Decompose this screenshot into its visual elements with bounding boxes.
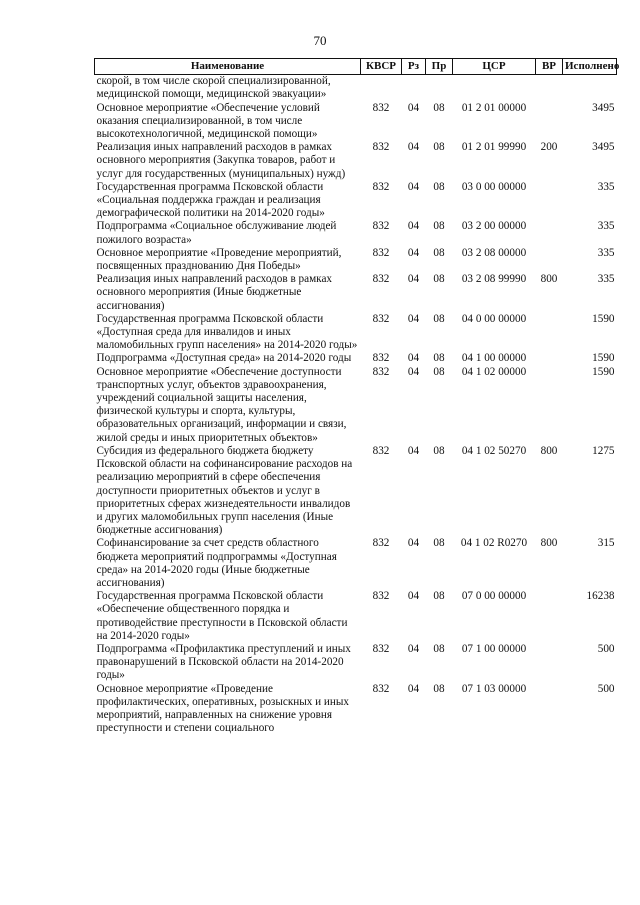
row-csr: 04 0 00 00000 [461, 312, 527, 325]
row-csr: 07 0 00 00000 [461, 590, 527, 603]
header-rz: Рз [402, 59, 426, 75]
row-vr [536, 590, 563, 643]
row-amount: 1590 [592, 352, 615, 365]
row-name: Основное мероприятие «Обеспечение доступности транспортных услуг, объектов здравоохранения, учреждений социальной защиты населения, физической культуры и спорта, культуры, образовательных организаций, информации и связи, жилой среды и иных приоритетных объектов» [96, 365, 347, 444]
row-name: Подпрограмма «Профилактика преступлений и иных правонарушений в Псковской области на 2014-2020 годы» [96, 642, 351, 682]
table-row [95, 352, 617, 365]
row-kvsr: 832 [372, 180, 390, 193]
row-name: Государственная программа Псковской области «Обеспечение общественного порядка и противодействие преступности в Псковской области на 2014-2020 годы» [96, 590, 348, 642]
row-rz: 04 [407, 101, 420, 114]
row-csr: 04 1 02 R0270 [460, 537, 528, 550]
header-amount: Исполнено [563, 59, 617, 75]
row-rz: 04 [407, 312, 420, 325]
row-rz: 04 [407, 365, 420, 378]
row-vr [536, 75, 563, 102]
row-rz: 04 [407, 220, 420, 233]
row-name: Субсидия из федерального бюджета бюджету Псковской области на софинансирование расходов на реализацию мероприятий в сфере обеспечения доступности приоритетных объектов и услуг в приоритетных сферах жизнедеятельности инвалидов и других маломобильных групп населения (Иные бюджетные ассигнования) [96, 444, 353, 537]
table-row [95, 220, 617, 246]
row-pr: 08 [433, 312, 445, 325]
row-amount: 16238 [586, 590, 615, 603]
row-amount: 1590 [592, 365, 615, 378]
row-kvsr: 832 [372, 312, 390, 325]
row-rz: 04 [407, 273, 420, 286]
row-vr [536, 683, 563, 736]
row-amount: 315 [597, 537, 615, 550]
row-kvsr: 832 [372, 246, 390, 259]
header-pr: Пр [426, 59, 453, 75]
row-kvsr: 832 [372, 352, 390, 365]
row-amount [563, 75, 617, 102]
row-name: Основное мероприятие «Проведение мероприятий, посвященных празднованию Дня Победы» [96, 246, 342, 273]
row-vr [536, 313, 563, 353]
row-vr: 800 [540, 537, 558, 550]
row-rz: 04 [407, 642, 420, 655]
row-vr [536, 643, 563, 683]
row-name: Государственная программа Псковской области «Социальная поддержка граждан и реализация демографической политики на 2014-2020 годы» [96, 180, 325, 220]
row-name: Основное мероприятие «Обеспечение условий оказания специализированной, в том числе высокотехнологичной, медицинской помощи» [96, 101, 320, 141]
row-rz [402, 75, 426, 102]
table-row [95, 141, 617, 181]
row-csr [453, 75, 536, 102]
table-row [95, 102, 617, 142]
row-amount: 335 [597, 246, 615, 259]
table-row [95, 247, 617, 273]
row-pr: 08 [433, 246, 445, 259]
row-vr: 800 [540, 444, 558, 457]
row-name: Основное мероприятие «Проведение профилактических, оперативных, розыскных и иных мероприятий, направленных на снижение уровня преступности и степени социального [96, 682, 350, 735]
table-row [95, 181, 617, 221]
row-pr: 08 [433, 444, 445, 457]
row-rz: 04 [407, 537, 420, 550]
row-rz: 04 [407, 141, 420, 154]
row-csr: 07 1 03 00000 [461, 682, 527, 695]
row-amount: 335 [597, 273, 615, 286]
row-kvsr: 832 [372, 220, 390, 233]
row-amount: 500 [597, 642, 615, 655]
row-rz: 04 [407, 246, 420, 259]
row-amount: 1275 [592, 444, 615, 457]
row-pr: 08 [433, 273, 445, 286]
row-kvsr: 832 [372, 365, 390, 378]
row-kvsr: 832 [372, 101, 390, 114]
row-kvsr [361, 75, 402, 102]
row-name: Реализация иных направлений расходов в рамках основного мероприятия (Иные бюджетные ассигнования) [96, 273, 333, 312]
row-name: Подпрограмма «Доступная среда» на 2014-2020 годы [96, 352, 352, 365]
row-vr [536, 247, 563, 273]
row-rz: 04 [407, 590, 420, 603]
table-row [95, 366, 617, 445]
row-vr [536, 366, 563, 445]
header-csr: ЦСР [453, 59, 536, 75]
table-row [95, 75, 617, 102]
row-csr: 04 1 00 00000 [461, 352, 527, 365]
row-amount: 335 [597, 180, 615, 193]
row-vr [536, 352, 563, 365]
row-amount: 3495 [592, 101, 615, 114]
row-pr: 08 [433, 590, 445, 603]
row-csr: 01 2 01 00000 [461, 101, 527, 114]
table-row [95, 313, 617, 353]
table-row [95, 537, 617, 590]
header-name: Наименование [95, 59, 361, 75]
row-kvsr: 832 [372, 273, 390, 286]
row-rz: 04 [407, 352, 420, 365]
table-row [95, 683, 617, 736]
row-rz: 04 [407, 180, 420, 193]
row-pr: 08 [433, 642, 445, 655]
row-vr [536, 181, 563, 221]
row-name: Подпрограмма «Социальное обслуживание людей пожилого возраста» [96, 220, 337, 246]
row-kvsr: 832 [372, 642, 390, 655]
row-amount: 335 [597, 220, 615, 233]
table-row [95, 445, 617, 537]
row-vr: 200 [540, 141, 558, 154]
row-kvsr: 832 [372, 444, 390, 457]
page-number: 70 [313, 33, 327, 48]
row-name: Софинансирование за счет средств областного бюджета мероприятий подпрограммы «Доступная среда» на 2014-2020 годы (Иные бюджетные ассигнования) [96, 537, 337, 589]
table-row [95, 643, 617, 683]
row-pr: 08 [433, 365, 445, 378]
row-pr: 08 [433, 101, 445, 114]
row-pr: 08 [433, 537, 445, 550]
row-kvsr: 832 [372, 141, 390, 154]
row-pr: 08 [433, 180, 445, 193]
row-rz: 04 [407, 682, 420, 695]
row-csr: 07 1 00 00000 [461, 642, 527, 655]
row-rz: 04 [407, 444, 420, 457]
row-name: Реализация иных направлений расходов в рамках основного мероприятия (Закупка товаров, работ и услуг для государственных (муниципальных) нужд) [96, 141, 346, 180]
row-kvsr: 832 [372, 590, 390, 603]
row-pr: 08 [433, 682, 445, 695]
row-vr [536, 102, 563, 142]
row-pr: 08 [433, 352, 445, 365]
row-pr: 08 [433, 141, 445, 154]
row-amount: 1590 [592, 312, 615, 325]
row-csr: 03 0 00 00000 [461, 180, 527, 193]
header-vr: ВР [536, 59, 563, 75]
row-kvsr: 832 [372, 682, 390, 695]
row-csr: 03 2 08 00000 [461, 246, 527, 259]
table-row [95, 273, 617, 313]
row-vr [536, 220, 563, 246]
row-pr [426, 75, 453, 102]
row-name: Государственная программа Псковской области «Доступная среда для инвалидов и иных маломобильных групп населения» на 2014-2020 годы» [96, 312, 358, 352]
row-name: скорой, в том числе скорой специализированной, медицинской помощи, медицинской эвакуации» [96, 75, 331, 101]
row-csr: 03 2 08 99990 [461, 273, 527, 286]
budget-execution-table [94, 58, 620, 735]
row-vr: 800 [540, 273, 558, 286]
table-header-row [95, 59, 617, 75]
row-kvsr: 832 [372, 537, 390, 550]
row-amount: 500 [597, 682, 615, 695]
row-amount: 3495 [592, 141, 615, 154]
row-csr: 03 2 00 00000 [461, 220, 527, 233]
row-csr: 04 1 02 50270 [461, 444, 527, 457]
row-pr: 08 [433, 220, 445, 233]
header-kvsr: КВСР [361, 59, 402, 75]
table-row [95, 590, 617, 643]
row-csr: 01 2 01 99990 [461, 141, 527, 154]
row-csr: 04 1 02 00000 [461, 365, 527, 378]
